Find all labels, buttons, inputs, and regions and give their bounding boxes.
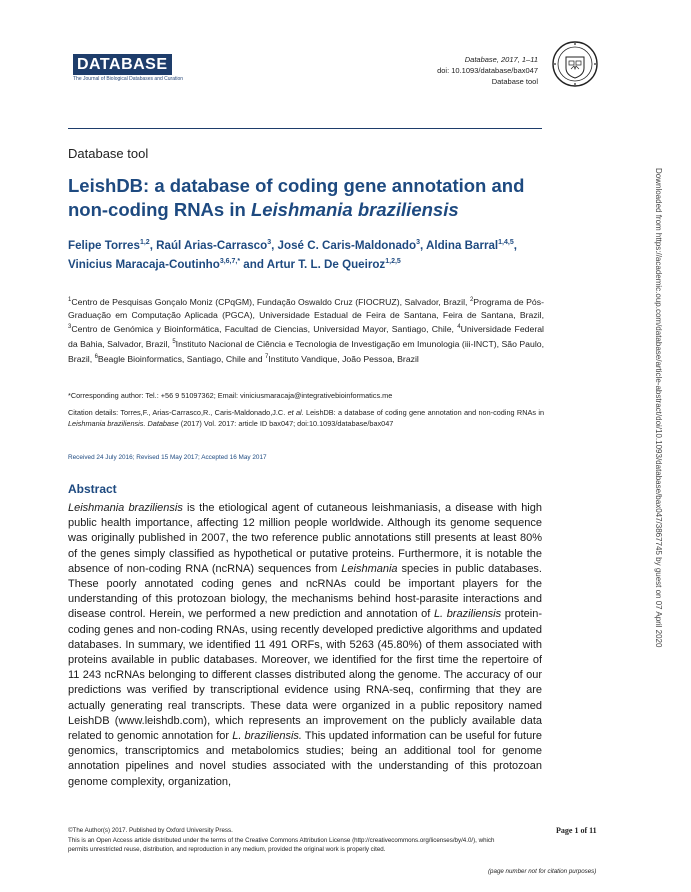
author-sep: and: [240, 257, 267, 271]
affil-text: Programa de Pós-Graduação em Computação Aplicada (PGCA), Universidade Estadual de Feira de Santana, Feira de Santana, Brazil,: [68, 296, 545, 320]
author-affil: 1,2: [139, 239, 150, 246]
abstract-italic: Leishmania braziliensis: [68, 502, 183, 514]
page-number: Page 1 of 11: [556, 826, 597, 835]
journal-logo: [73, 54, 193, 82]
affil-text: Centro de Genómica y Bioinformática, Facultad de Ciencias, Universidad Mayor, Santiago, Chile,: [71, 324, 458, 335]
citation-text: (2017) Vol. 2017: article ID bax047; doi:10.1093/database/bax047: [178, 419, 394, 428]
journal-info: [400, 54, 538, 87]
citation-text: LeishDB: a database of coding gene annotation and non-coding RNAs in: [303, 408, 544, 417]
affil-text: Centro de Pesquisas Gonçalo Moniz (CPqGM), Fundação Oswaldo Cruz (FIOCRUZ), Salvador, Brazil,: [71, 296, 470, 307]
author-sep: ,: [513, 238, 517, 252]
author-name: Raúl Arias-Carrasco: [156, 238, 268, 252]
title-species: Leishmania braziliensis: [250, 199, 459, 220]
corresponding-author: *Corresponding author: Tel.: +56 9 51097362; Email: viniciusmaracaja@integrativebioinformatics.me: [68, 391, 393, 400]
citation-text: Citation details: Torres,F., Arias-Carrasco,R., Caris-Maldonado,J.C.: [68, 408, 288, 417]
abstract-text: is the etiological agent of cutaneous leishmaniasis, a disease with high public health importance, affecting 12 million people worldwide. Although its genome sequence was originally published in 2007, the two reference public annotations still presents at least 80% of the genes simply classified as hypothetical or putative proteins. Furthermore, it is notable the absence of non-coding RNA (ncRNA) sequences from: [68, 502, 542, 575]
download-watermark: Downloaded from https://academic.oup.com/database/article-abstract/doi/10.1093/database/bax047/3867745 by guest on 07 April 2020: [654, 168, 663, 648]
affil-text: Universidade Federal da Bahia, Salvador, Brazil,: [68, 324, 544, 350]
affil-text: Beagle Bioinformatics, Santiago, Chile and: [97, 353, 265, 364]
author-name: Artur T. L. De Queiroz: [266, 257, 386, 271]
author-affil: 1,2,5: [385, 257, 401, 265]
citation-species: Leishmania braziliensis.: [68, 419, 146, 428]
doi-text: doi: 10.1093/database/bax047: [437, 66, 538, 75]
journal-line: Database, 2017, 1–11: [464, 55, 538, 64]
section-label: Database tool: [68, 146, 149, 161]
article-title: [68, 174, 548, 222]
article-type: Database tool: [491, 77, 538, 86]
author-name: Vinicius Maracaja-Coutinho: [68, 257, 220, 271]
affil-marker: 2: [469, 297, 474, 303]
abstract-text: species in public databases. These poorly annotated coding genes and ncRNAs could be important players for the understanding of this protozoan biology, the mechanisms behind host-parasite interactions and disease control. Herein, we performed a new prediction and annotation of: [68, 562, 542, 621]
university-seal-icon: [551, 40, 599, 88]
copyright-line: ©The Author(s) 2017. Published by Oxford University Press.: [68, 827, 233, 834]
affil-marker: 5: [172, 339, 176, 346]
received-dates: Received 24 July 2016; Revised 15 May 2017; Accepted 16 May 2017: [68, 454, 267, 461]
author-sep: ,: [149, 238, 157, 252]
abstract-body: [68, 501, 542, 801]
logo-subtitle: The Journal of Biological Databases and Curation: [73, 76, 184, 82]
citation-journal: Database: [145, 419, 179, 428]
license-footer: [68, 826, 508, 855]
abstract-text: protein-coding genes and non-coding RNAs, using recently developed predictive algorithms and updated databases. In summary, we identified 11 491 ORFs, with 5263 (45.80%) of them associated with proteins available in public databases. Moreover, we identified for the first time the repertoire of 11 243 ncRNAs belonging to different classes distributed along the genome. The accuracy of our predictions was verified by transcriptional evidence using RNA-seq, confirming that they are actually generating real transcripts. These data were organized in a public repository named LeishDB (www.leishdb.com), which represents an improvement on the publicly available data related to genomic annotation for: [68, 608, 542, 743]
affil-marker: 3: [68, 324, 72, 331]
author-name: José C. Caris-Maldonado: [277, 238, 417, 252]
header-rule: [68, 128, 542, 129]
affil-text: Instituto Nacional de Ciência e Tecnologia de Investigação em Imunologia (iii-INCT), São Paulo, Brazil,: [68, 339, 544, 364]
affiliation-list: [68, 294, 544, 366]
affil-marker: 1: [68, 297, 72, 303]
abstract-italic: L. braziliensis: [433, 608, 502, 621]
abstract-italic: Leishmania: [341, 562, 398, 575]
author-affil: 1,4,5: [498, 239, 514, 246]
author-affil: 3: [416, 239, 420, 246]
citation-details: [68, 407, 544, 429]
author-name: Aldina Barral: [425, 238, 499, 252]
citation-note: (page number not for citation purposes): [488, 868, 597, 875]
abstract-text: This updated information can be useful for future genomics, transcriptomics and metabolomics studies; being an additional tool for genome annotation pipelines and novel studies associated with the understanding of this protozoan genome complexity, organization,: [68, 730, 542, 788]
affil-text: Instituto Vandique, João Pessoa, Brazil: [268, 353, 419, 364]
logo-wordmark: DATABASE: [73, 54, 172, 75]
title-text: LeishDB: a database of coding gene annotation and non-coding RNAs in: [68, 175, 525, 220]
author-affil: 3: [267, 239, 272, 246]
citation-etal: et al.: [287, 408, 304, 417]
abstract-heading: Abstract: [68, 482, 117, 496]
author-list: [68, 235, 546, 273]
author-sep: ,: [271, 238, 278, 252]
abstract-italic: L. braziliensis.: [232, 730, 302, 743]
author-name: Felipe Torres: [68, 238, 140, 252]
affil-marker: 4: [457, 324, 461, 331]
author-sep: ,: [419, 238, 426, 252]
affil-marker: 7: [265, 353, 269, 360]
affil-marker: 6: [94, 353, 98, 360]
license-text: This is an Open Access article distributed under the terms of the Creative Commons Attribution License (http://creativecommons.org/licenses/by/4.0/), which permits unrestricted reuse, distribution, and reproduction in any medium, provided the original work is properly cited.: [68, 836, 495, 853]
author-affil: 3,6,7,*: [219, 257, 241, 265]
